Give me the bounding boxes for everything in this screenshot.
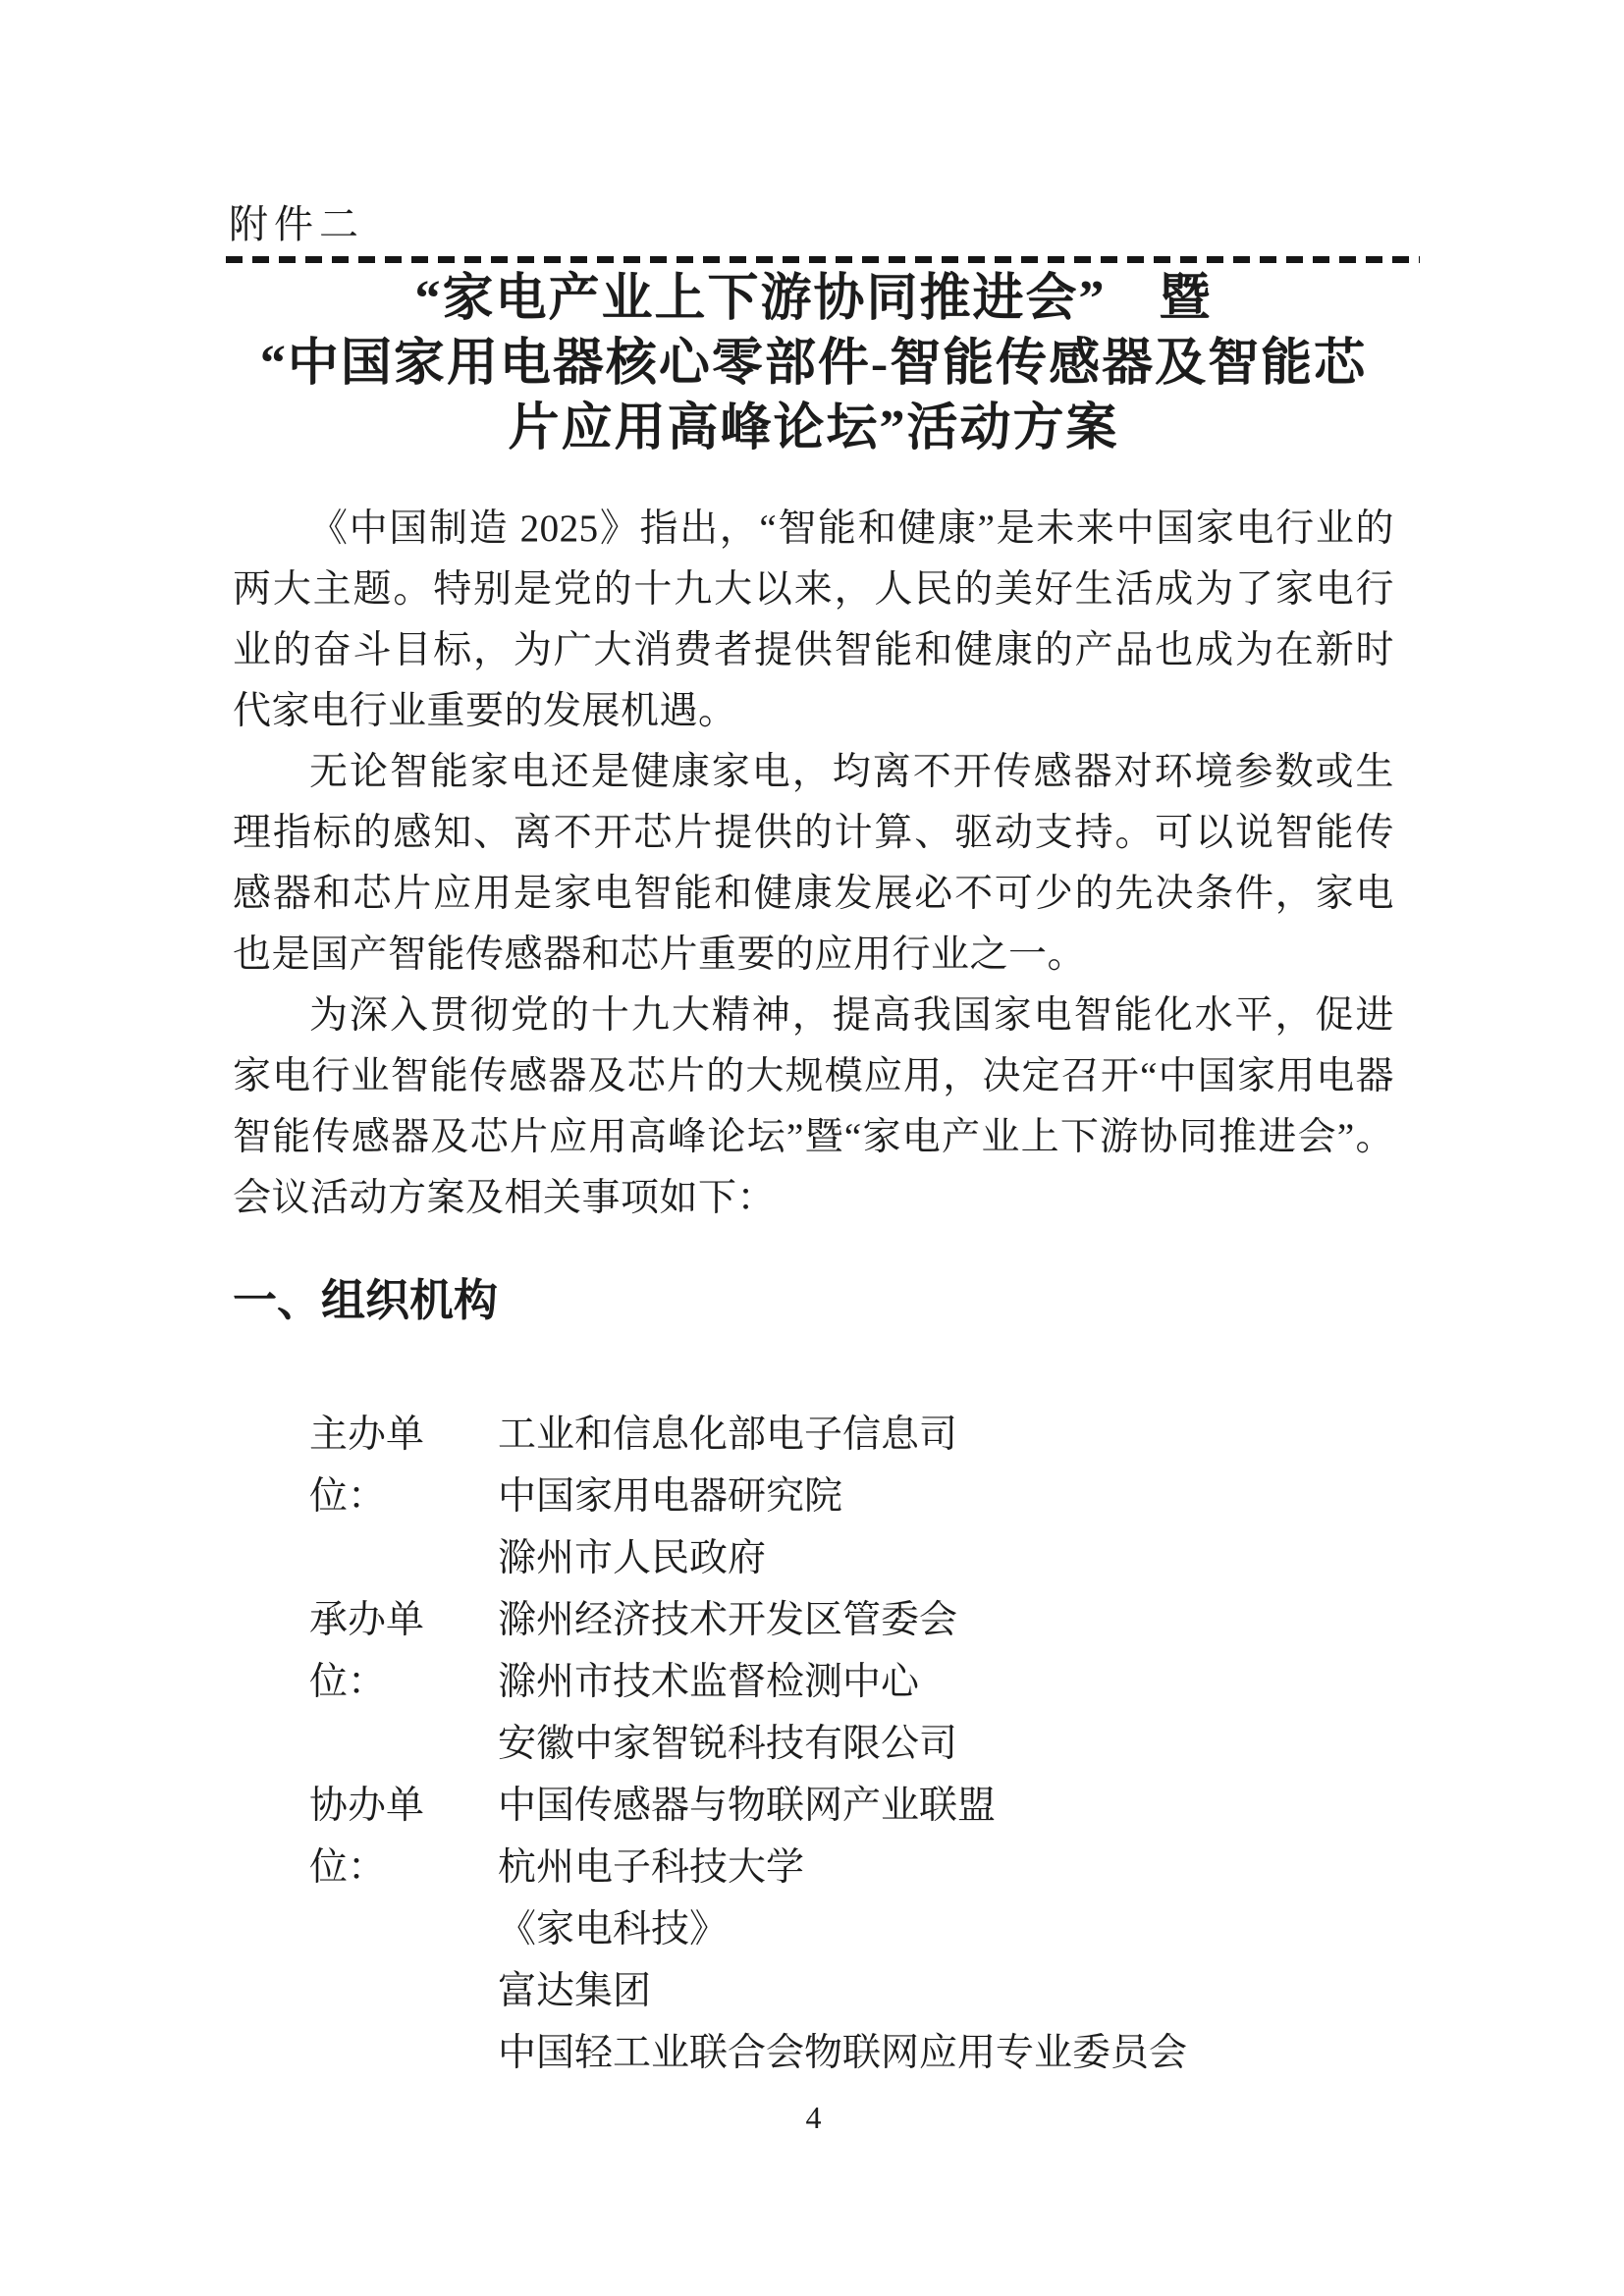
org-group-organizer xyxy=(233,1589,1394,1775)
document-title xyxy=(233,267,1394,461)
organization-list xyxy=(233,1404,1394,2084)
title-line-1: “家电产业上下游协同推进会” 暨 xyxy=(414,271,1213,327)
org-item: 中国轻工业联合会物联网应用专业委员会 xyxy=(498,2032,1188,2074)
org-group-host-items xyxy=(498,1404,1394,1589)
attachment-label: 附件二 xyxy=(229,202,364,246)
body-text xyxy=(233,499,1394,1229)
paragraph-3: 为深入贯彻党的十九大精神，提高我国家电智能化水平，促进家电行业智能传感器及芯片的大规模应用，决定召开“中国家用电器智能传感器及芯片应用高峰论坛”暨“家电产业上下游协同推进会”。会议活动方案及相关事项如下： xyxy=(233,994,1394,1219)
dashed-divider xyxy=(226,256,1420,263)
org-item: 安徽中家智锐科技有限公司 xyxy=(498,1723,958,1765)
title-line-2: “中国家用电器核心零部件-智能传感器及智能芯 xyxy=(259,336,1368,392)
org-item: 杭州电子科技大学 xyxy=(498,1846,805,1889)
org-group-coorganizer-items xyxy=(498,1775,1394,2084)
paragraph-1: 《中国制造 2025》指出，“智能和健康”是未来中国家电行业的两大主题。特别是党的十九大以来，人民的美好生活成为了家电行业的奋斗目标，为广大消费者提供智能和健康的产品也成为在新时代家电行业重要的发展机遇。 xyxy=(233,507,1394,732)
org-item: 滁州经济技术开发区管委会 xyxy=(498,1599,958,1641)
title-line-3: 片应用高峰论坛”活动方案 xyxy=(508,400,1119,456)
paragraph-2: 无论智能家电还是健康家电，均离不开传感器对环境参数或生理指标的感知、离不开芯片提供的计算、驱动支持。可以说智能传感器和芯片应用是家电智能和健康发展必不可少的先决条件，家电也是国产智能传感器和芯片重要的应用行业之一。 xyxy=(233,751,1394,976)
org-item: 工业和信息化部电子信息司 xyxy=(498,1414,958,1456)
org-group-host xyxy=(233,1404,1394,1589)
org-group-host-label: 主办单位： xyxy=(309,1414,425,1518)
org-group-coorganizer xyxy=(233,1775,1394,2084)
page-number: 4 xyxy=(805,2100,822,2135)
org-item: 滁州市技术监督检测中心 xyxy=(498,1661,920,1703)
org-group-organizer-items xyxy=(498,1589,1394,1775)
org-item: 《家电科技》 xyxy=(498,1908,729,1950)
org-group-organizer-label: 承办单位： xyxy=(309,1599,425,1703)
org-item: 中国传感器与物联网产业联盟 xyxy=(498,1785,997,1827)
org-item: 滁州市人民政府 xyxy=(498,1537,767,1579)
org-item: 富达集团 xyxy=(498,1970,652,2012)
org-item: 中国家用电器研究院 xyxy=(498,1475,843,1518)
section-heading: 一、组织机构 xyxy=(233,1274,499,1326)
org-group-coorganizer-label: 协办单位： xyxy=(309,1785,425,1889)
